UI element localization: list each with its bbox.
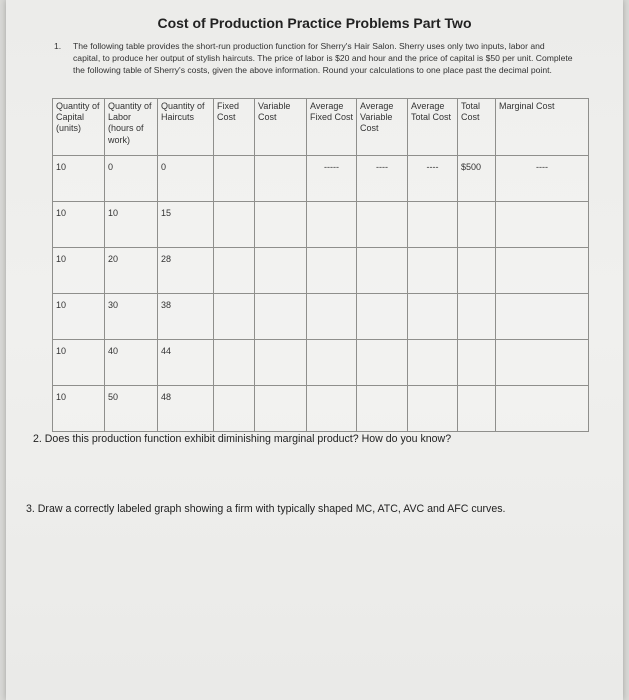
header-marginal-cost: Marginal Cost [496, 99, 589, 156]
question-1-text: The following table provides the short-run production function for Sherry's Hair Salon. Sherry uses only two inputs, labor and capital, to produce her output of stylish haircuts. The price of labor is $20 and hour and the price of capital is $50 per unit. Complete the following table of Sherry's costs, given the above information. Round your calculations to one place past the decimal point. [73, 41, 573, 76]
cell-total-cost[interactable] [458, 202, 496, 248]
table-row [53, 386, 589, 432]
table-row [53, 202, 589, 248]
cell-average-fixed-cost[interactable] [307, 202, 357, 248]
cell-fixed-cost[interactable] [214, 340, 255, 386]
question-1-number: 1. [54, 41, 62, 51]
dash-placeholder: ----- [324, 162, 339, 172]
cell-average-fixed-cost[interactable] [307, 294, 357, 340]
cell-haircuts: 48 [158, 386, 214, 432]
cell-capital: 10 [53, 340, 105, 386]
cost-table [52, 98, 589, 432]
cell-average-total-cost[interactable] [408, 202, 458, 248]
cell-labor: 0 [105, 156, 158, 202]
cell-variable-cost[interactable] [255, 294, 307, 340]
cell-total-cost[interactable] [458, 386, 496, 432]
table-row [53, 294, 589, 340]
cell-marginal-cost[interactable] [496, 340, 589, 386]
header-average-fixed-cost: Average Fixed Cost [307, 99, 357, 156]
cell-capital: 10 [53, 202, 105, 248]
header-quantity-of-haircuts: Quantity of Haircuts [158, 99, 214, 156]
cell-marginal-cost[interactable] [496, 248, 589, 294]
cell-marginal-cost[interactable] [496, 294, 589, 340]
cell-variable-cost[interactable] [255, 340, 307, 386]
cell-marginal-cost[interactable] [496, 202, 589, 248]
cell-average-fixed-cost[interactable] [307, 340, 357, 386]
cell-variable-cost[interactable] [255, 248, 307, 294]
cell-variable-cost[interactable] [255, 386, 307, 432]
cell-average-total-cost[interactable] [408, 248, 458, 294]
cell-average-variable-cost[interactable] [357, 386, 408, 432]
dash-placeholder: ---- [426, 162, 439, 172]
cell-average-total-cost [408, 156, 458, 202]
page-title: Cost of Production Practice Problems Part Two [157, 15, 472, 31]
cell-average-variable-cost[interactable] [357, 294, 408, 340]
cell-average-fixed-cost[interactable] [307, 248, 357, 294]
cell-total-cost: $500 [458, 156, 496, 202]
header-total-cost: Total Cost [458, 99, 496, 156]
question-3: 3. Draw a correctly labeled graph showing a firm with typically shaped MC, ATC, AVC and AFC curves. [26, 503, 506, 515]
header-average-total-cost: Average Total Cost [408, 99, 458, 156]
cell-total-cost[interactable] [458, 294, 496, 340]
cell-capital: 10 [53, 156, 105, 202]
header-fixed-cost: Fixed Cost [214, 99, 255, 156]
cell-variable-cost[interactable] [255, 202, 307, 248]
cell-capital: 10 [53, 248, 105, 294]
cell-haircuts: 38 [158, 294, 214, 340]
table-row [53, 340, 589, 386]
header-variable-cost: Variable Cost [255, 99, 307, 156]
table-header-row [53, 99, 589, 156]
cell-average-variable-cost[interactable] [357, 248, 408, 294]
cell-average-fixed-cost[interactable] [307, 386, 357, 432]
worksheet-page [6, 0, 623, 700]
header-average-variable-cost: Average Variable Cost [357, 99, 408, 156]
cell-haircuts: 15 [158, 202, 214, 248]
cell-average-total-cost[interactable] [408, 340, 458, 386]
cell-fixed-cost[interactable] [214, 156, 255, 202]
dash-placeholder: ---- [536, 162, 548, 172]
cell-haircuts: 28 [158, 248, 214, 294]
table-row [53, 248, 589, 294]
cell-capital: 10 [53, 294, 105, 340]
cell-labor: 20 [105, 248, 158, 294]
cell-total-cost[interactable] [458, 248, 496, 294]
cell-average-variable-cost[interactable] [357, 202, 408, 248]
cell-labor: 40 [105, 340, 158, 386]
question-2: 2. Does this production function exhibit diminishing marginal product? How do you know? [33, 433, 452, 445]
cell-average-variable-cost[interactable] [357, 340, 408, 386]
cell-labor: 10 [105, 202, 158, 248]
cell-haircuts: 0 [158, 156, 214, 202]
cell-average-total-cost[interactable] [408, 386, 458, 432]
cell-labor: 30 [105, 294, 158, 340]
question-1 [54, 40, 574, 77]
dash-placeholder: ---- [376, 162, 388, 172]
cell-marginal-cost[interactable] [496, 386, 589, 432]
cell-labor: 50 [105, 386, 158, 432]
table-row [53, 156, 589, 202]
cell-fixed-cost[interactable] [214, 386, 255, 432]
cell-fixed-cost[interactable] [214, 294, 255, 340]
cell-capital: 10 [53, 386, 105, 432]
cell-fixed-cost[interactable] [214, 248, 255, 294]
cell-marginal-cost [496, 156, 589, 202]
cell-average-total-cost[interactable] [408, 294, 458, 340]
header-quantity-of-capital: Quantity of Capital (units) [53, 99, 105, 156]
cell-haircuts: 44 [158, 340, 214, 386]
cell-average-fixed-cost [307, 156, 357, 202]
cell-total-cost[interactable] [458, 340, 496, 386]
header-quantity-of-labor: Quantity of Labor (hours of work) [105, 99, 158, 156]
cell-average-variable-cost [357, 156, 408, 202]
cell-fixed-cost[interactable] [214, 202, 255, 248]
cell-variable-cost[interactable] [255, 156, 307, 202]
